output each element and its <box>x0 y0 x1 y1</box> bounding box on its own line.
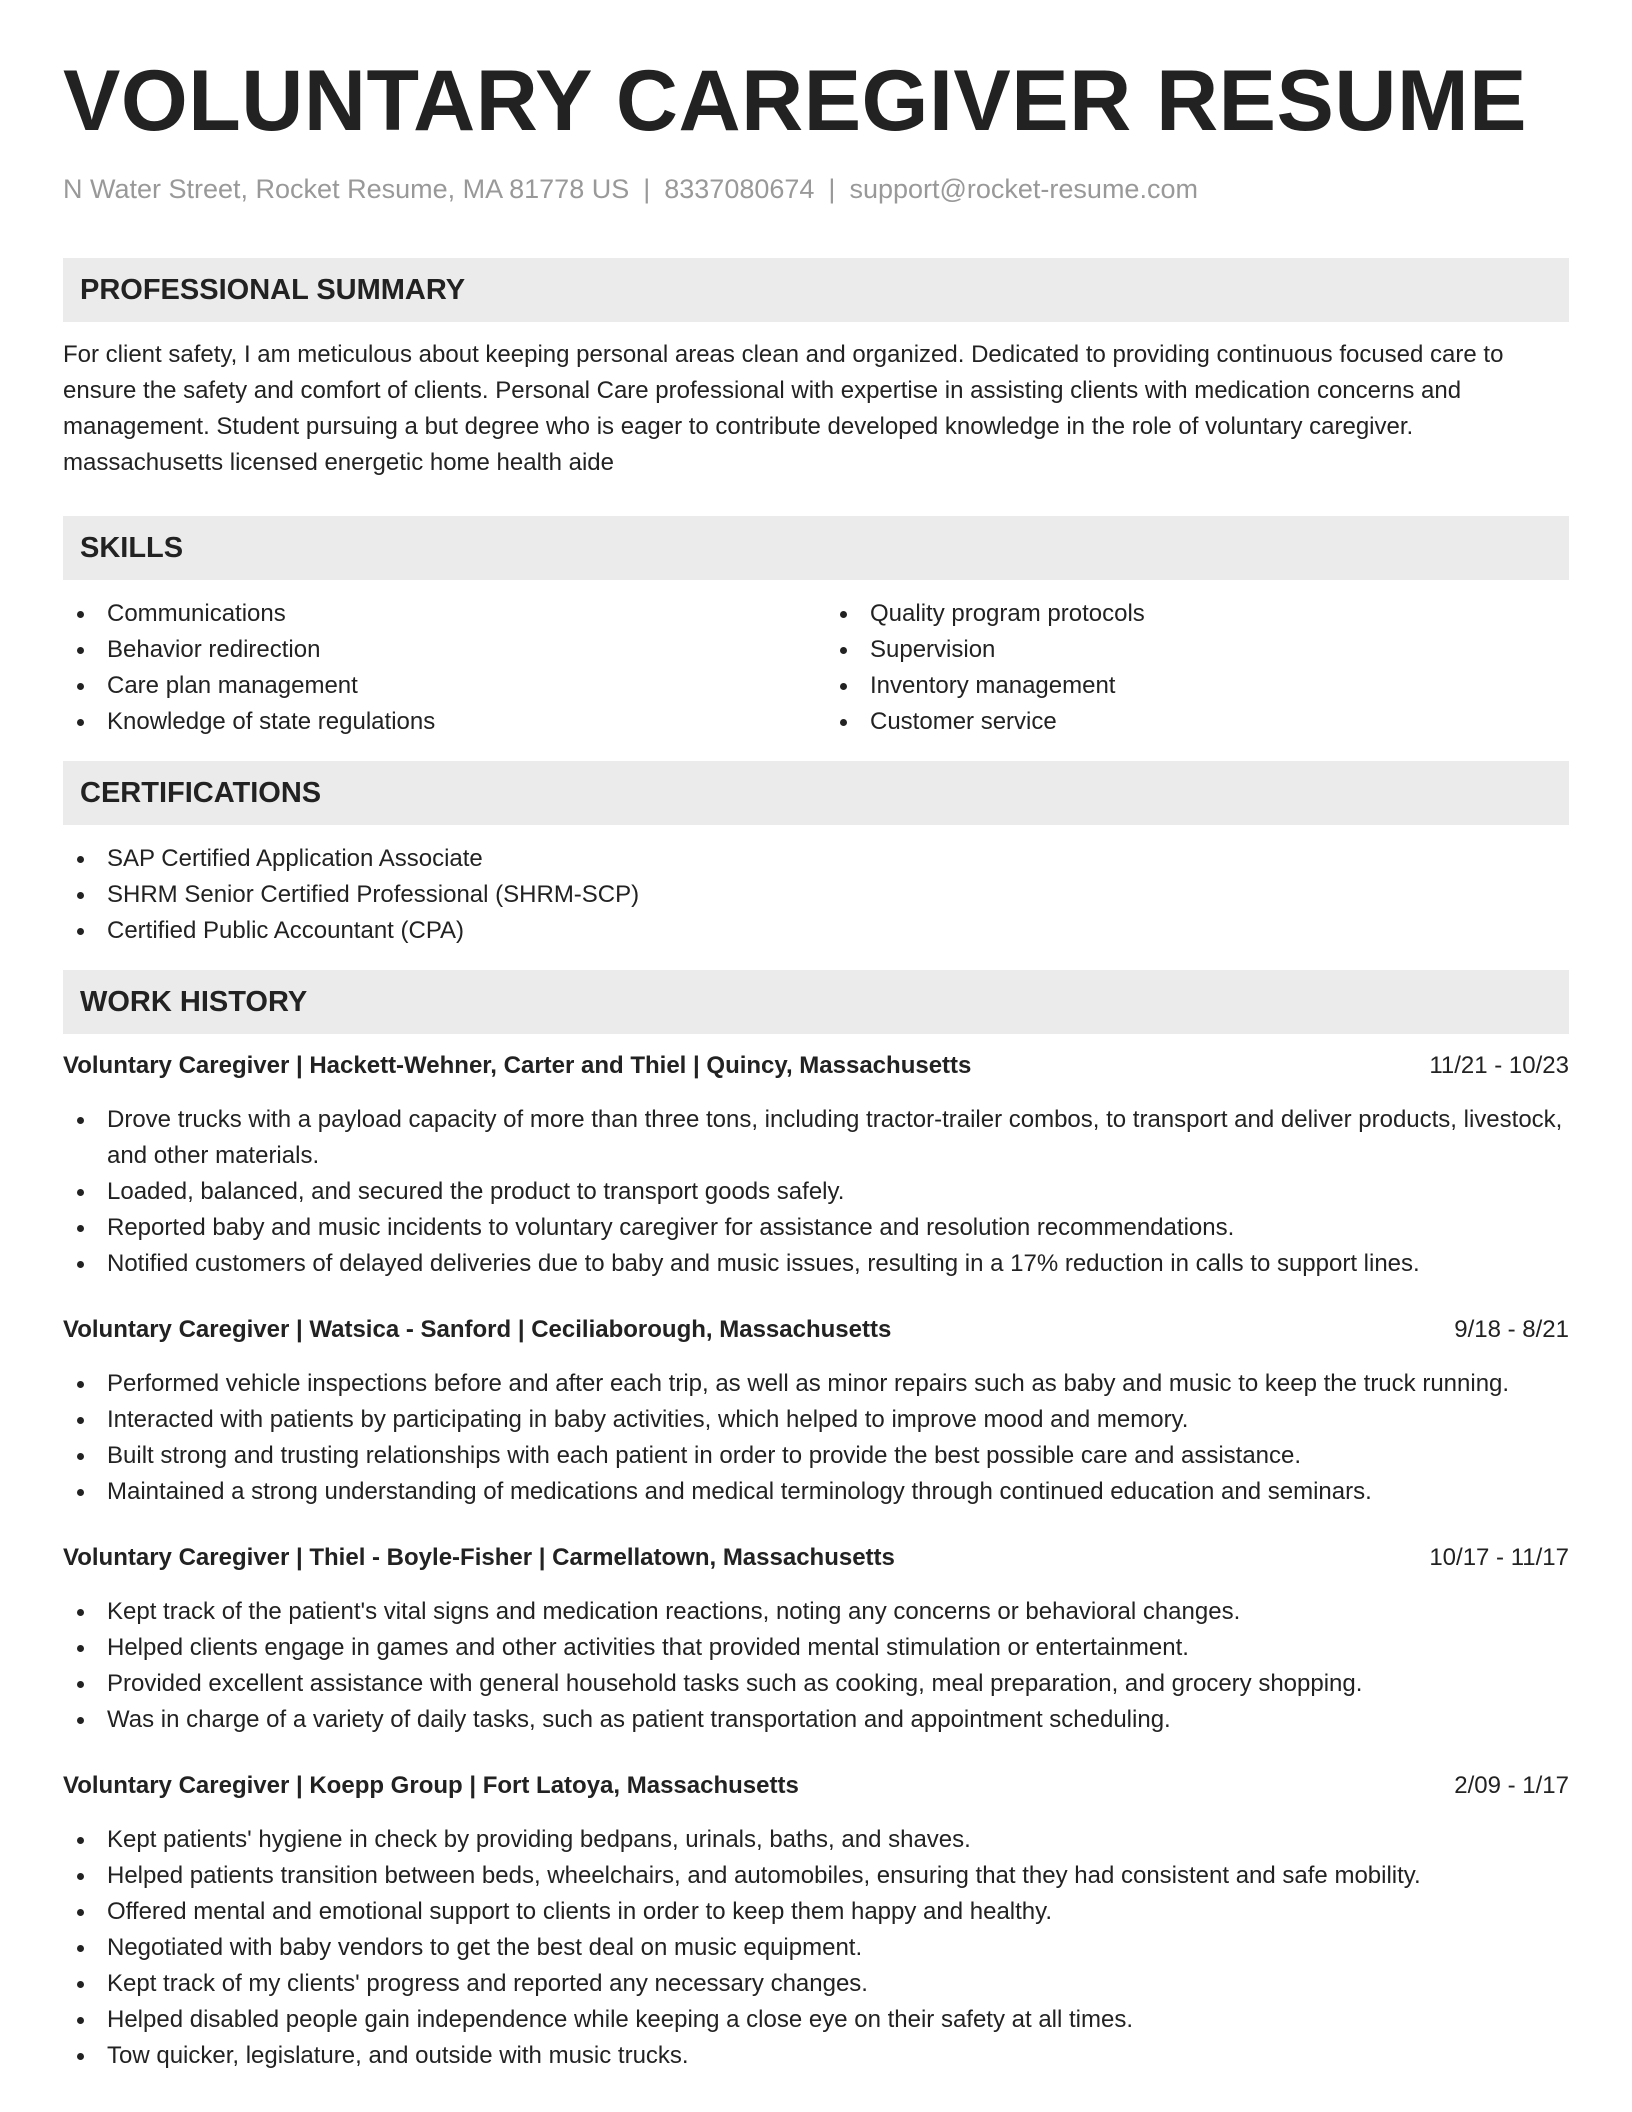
summary-heading: PROFESSIONAL SUMMARY <box>63 258 1569 322</box>
skill-item: Quality program protocols <box>826 596 1569 632</box>
skills-list <box>63 596 1569 740</box>
job-duty: Tow quicker, legislature, and outside with music trucks. <box>63 2038 1569 2074</box>
skills-heading: SKILLS <box>63 516 1569 580</box>
certification-item: SHRM Senior Certified Professional (SHRM-SCP) <box>63 877 1569 913</box>
skills-column-left <box>63 596 816 740</box>
work-history-heading: WORK HISTORY <box>63 970 1569 1034</box>
contact-line <box>63 174 1569 205</box>
job-duty: Performed vehicle inspections before and after each trip, as well as minor repairs such as baby and music to keep the truck running. <box>63 1366 1569 1402</box>
job-entry <box>63 1048 1569 1282</box>
job-duty: Provided excellent assistance with general household tasks such as cooking, meal preparation, and grocery shopping. <box>63 1666 1569 1702</box>
job-duty: Drove trucks with a payload capacity of more than three tons, including tractor-trailer combos, to transport and deliver products, livestock, and other materials. <box>63 1102 1569 1174</box>
certification-item: Certified Public Accountant (CPA) <box>63 913 1569 949</box>
summary-text: For client safety, I am meticulous about keeping personal areas clean and organized. Dedicated to providing continuous focused care to ensure the safety and comfort of clients. Personal Care professional with expertise in assisting clients with medication concerns and management. Student pursuing a but degree who is eager to contribute developed knowledge in the role of voluntary caregiver. massachusetts licensed energetic home health aide <box>63 341 1504 476</box>
job-header <box>63 1768 1569 1804</box>
job-duty: Kept track of the patient's vital signs and medication reactions, noting any concerns or behavioral changes. <box>63 1594 1569 1630</box>
job-dates: 9/18 - 8/21 <box>1454 1316 1569 1343</box>
job-duty: Kept track of my clients' progress and reported any necessary changes. <box>63 1966 1569 2002</box>
job-header <box>63 1540 1569 1576</box>
job-duties <box>63 1594 1569 1738</box>
job-duty: Helped clients engage in games and other activities that provided mental stimulation or entertainment. <box>63 1630 1569 1666</box>
contact-address: N Water Street, Rocket Resume, MA 81778 US <box>63 174 630 204</box>
job-duty: Offered mental and emotional support to clients in order to keep them happy and healthy. <box>63 1894 1569 1930</box>
resume-title: VOLUNTARY CAREGIVER RESUME <box>63 53 1527 149</box>
certification-item: SAP Certified Application Associate <box>63 841 1569 877</box>
job-duties <box>63 1822 1569 2074</box>
job-duty: Negotiated with baby vendors to get the best deal on music equipment. <box>63 1930 1569 1966</box>
job-header <box>63 1312 1569 1348</box>
job-title: Voluntary Caregiver | Watsica - Sanford | Ceciliaborough, Massachusetts <box>63 1316 892 1343</box>
job-duty: Helped disabled people gain independence while keeping a close eye on their safety at all times. <box>63 2002 1569 2038</box>
skill-item: Inventory management <box>826 668 1569 704</box>
job-duties <box>63 1102 1569 1282</box>
job-duty: Loaded, balanced, and secured the product to transport goods safely. <box>63 1174 1569 1210</box>
skill-item: Behavior redirection <box>63 632 816 668</box>
job-title: Voluntary Caregiver | Koepp Group | Fort Latoya, Massachusetts <box>63 1772 799 1799</box>
job-duty: Notified customers of delayed deliveries due to baby and music issues, resulting in a 17% reduction in calls to support lines. <box>63 1246 1569 1282</box>
skill-item: Knowledge of state regulations <box>63 704 816 740</box>
skills-column-right <box>816 596 1569 740</box>
job-duty: Reported baby and music incidents to voluntary caregiver for assistance and resolution recommendations. <box>63 1210 1569 1246</box>
skill-item: Communications <box>63 596 816 632</box>
job-duty: Built strong and trusting relationships with each patient in order to provide the best possible care and assistance. <box>63 1438 1569 1474</box>
job-entry <box>63 1312 1569 1510</box>
job-duty: Maintained a strong understanding of medications and medical terminology through continued education and seminars. <box>63 1474 1569 1510</box>
job-dates: 11/21 - 10/23 <box>1429 1052 1569 1079</box>
job-dates: 10/17 - 11/17 <box>1429 1544 1569 1571</box>
contact-separator: | <box>828 174 836 204</box>
contact-separator: | <box>643 174 651 204</box>
job-duty: Interacted with patients by participating in baby activities, which helped to improve mood and memory. <box>63 1402 1569 1438</box>
job-duty: Was in charge of a variety of daily tasks, such as patient transportation and appointment scheduling. <box>63 1702 1569 1738</box>
skill-item: Care plan management <box>63 668 816 704</box>
job-duty: Kept patients' hygiene in check by providing bedpans, urinals, baths, and shaves. <box>63 1822 1569 1858</box>
certifications-heading: CERTIFICATIONS <box>63 761 1569 825</box>
job-title: Voluntary Caregiver | Hackett-Wehner, Carter and Thiel | Quincy, Massachusetts <box>63 1052 972 1079</box>
skill-item: Customer service <box>826 704 1569 740</box>
job-entry <box>63 1768 1569 2074</box>
contact-phone: 8337080674 <box>664 174 815 204</box>
certifications-list <box>63 841 1569 949</box>
job-title: Voluntary Caregiver | Thiel - Boyle-Fisher | Carmellatown, Massachusetts <box>63 1544 895 1571</box>
skill-item: Supervision <box>826 632 1569 668</box>
contact-email: support@rocket-resume.com <box>849 174 1198 204</box>
job-dates: 2/09 - 1/17 <box>1454 1772 1569 1799</box>
job-entry <box>63 1540 1569 1738</box>
job-header <box>63 1048 1569 1084</box>
job-duty: Helped patients transition between beds, wheelchairs, and automobiles, ensuring that they had consistent and safe mobility. <box>63 1858 1569 1894</box>
job-duties <box>63 1366 1569 1510</box>
